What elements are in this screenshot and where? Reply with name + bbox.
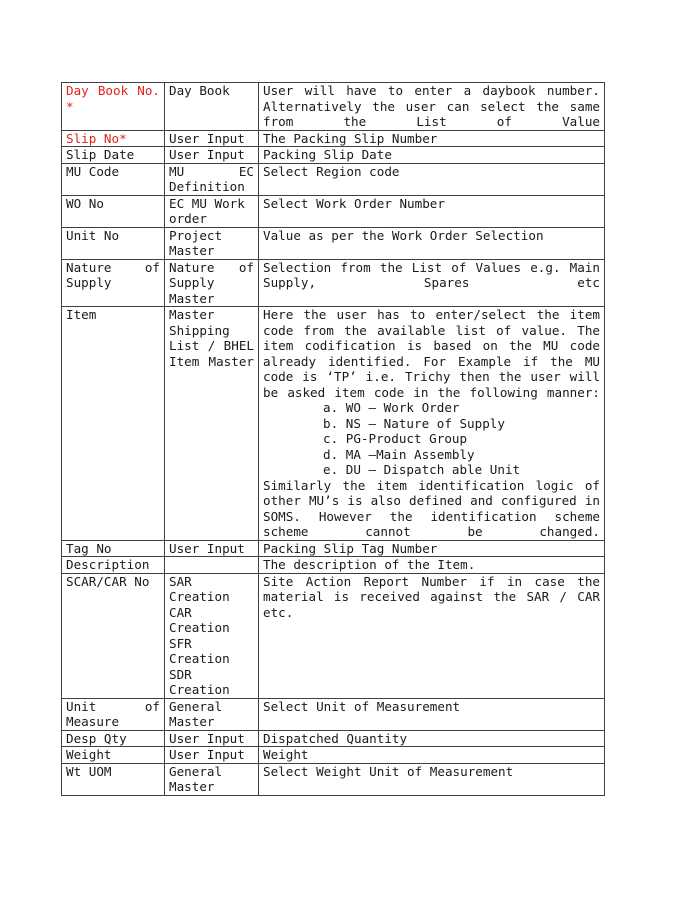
item-description-intro: Here the user has to enter/select the item code from the available list of value. The item codification is based on the MU code already identified. For Example if the MU code is ‘TP’ i.e. Trichy then the user will be asked item code in the following manner:	[263, 307, 600, 400]
field-description: User will have to enter a daybook number. Alternatively the user can select the same from the List of Value	[259, 83, 605, 131]
field-name: SCAR/CAR No	[62, 573, 165, 698]
field-source: MU EC Definition	[165, 163, 259, 195]
field-description: The Packing Slip Number	[259, 130, 605, 147]
table-row	[62, 130, 605, 147]
field-source: Nature of Supply Master	[165, 259, 259, 307]
field-name: Slip No*	[62, 130, 165, 147]
field-source: SAR Creation CAR Creation SFR Creation SDR Creation	[165, 573, 259, 698]
table-row	[62, 763, 605, 795]
field-source: User Input	[165, 130, 259, 147]
field-description	[259, 307, 605, 541]
field-description: The description of the Item.	[259, 557, 605, 574]
field-definition-table	[61, 82, 605, 796]
table-row	[62, 195, 605, 227]
list-item: a. WO – Work Order	[323, 400, 460, 415]
table-row	[62, 307, 605, 541]
field-source: Day Book	[165, 83, 259, 131]
field-name: WO No	[62, 195, 165, 227]
field-source: User Input	[165, 730, 259, 747]
list-item: d. MA –Main Assembly	[323, 446, 475, 462]
table-row	[62, 147, 605, 164]
field-name: Tag No	[62, 540, 165, 557]
item-code-format-list	[263, 400, 600, 478]
field-description: Select Region code	[259, 163, 605, 195]
field-description: Packing Slip Date	[259, 147, 605, 164]
table-row	[62, 557, 605, 574]
field-description: Dispatched Quantity	[259, 730, 605, 747]
field-source: General Master	[165, 763, 259, 795]
field-name: Nature of Supply	[62, 259, 165, 307]
field-source: Master Shipping List / BHEL Item Master	[165, 307, 259, 541]
field-name: Unit of Measure	[62, 698, 165, 730]
list-item: c. PG-Product Group	[323, 431, 468, 446]
field-name: Description	[62, 557, 165, 574]
field-source: User Input	[165, 147, 259, 164]
field-description: Selection from the List of Values e.g. Main Supply, Spares etc	[259, 259, 605, 307]
field-description: Packing Slip Tag Number	[259, 540, 605, 557]
table-row	[62, 259, 605, 307]
field-description: Select Weight Unit of Measurement	[259, 763, 605, 795]
field-name: Unit No	[62, 227, 165, 259]
field-source: EC MU Work order	[165, 195, 259, 227]
field-description: Weight	[259, 747, 605, 764]
table-row	[62, 730, 605, 747]
field-name: Item	[62, 307, 165, 541]
field-name: MU Code	[62, 163, 165, 195]
field-name: Desp Qty	[62, 730, 165, 747]
field-name: Slip Date	[62, 147, 165, 164]
field-name: Day Book No. *	[62, 83, 165, 131]
table-row	[62, 83, 605, 131]
field-source: General Master	[165, 698, 259, 730]
field-source: Project Master	[165, 227, 259, 259]
table-row	[62, 698, 605, 730]
list-item: b. NS – Nature of Supply	[323, 415, 505, 431]
table-row	[62, 540, 605, 557]
list-item: e. DU – Dispatch able Unit	[323, 462, 521, 477]
field-name: Wt UOM	[62, 763, 165, 795]
field-source: User Input	[165, 540, 259, 557]
table-row	[62, 747, 605, 764]
table-row	[62, 163, 605, 195]
field-description: Select Unit of Measurement	[259, 698, 605, 730]
item-description-outro: Similarly the item identification logic of other MU’s is also defined and configured in SOMS. However the identification scheme scheme cannot be changed.	[263, 477, 600, 539]
field-source	[165, 557, 259, 574]
field-description: Select Work Order Number	[259, 195, 605, 227]
field-source: User Input	[165, 747, 259, 764]
field-description: Site Action Report Number if in case the material is received against the SAR / CAR etc.	[259, 573, 605, 698]
table-row	[62, 227, 605, 259]
field-name: Weight	[62, 747, 165, 764]
field-description: Value as per the Work Order Selection	[259, 227, 605, 259]
table-row	[62, 573, 605, 698]
